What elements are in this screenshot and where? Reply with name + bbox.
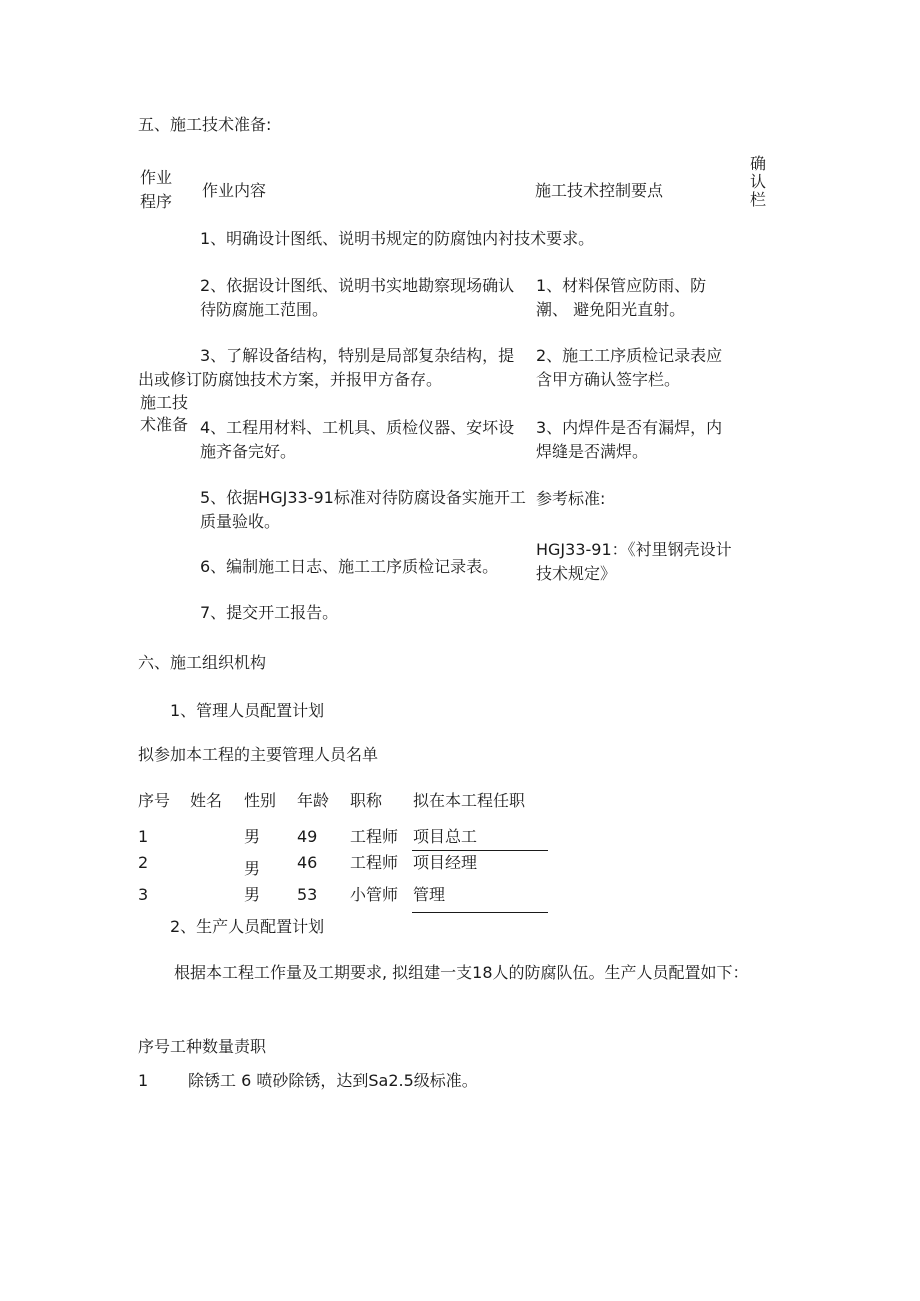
- step-3: 3、了解设备结构，特别是局部复杂结构，提出或修订防腐蚀技术方案，并报甲方备存。: [138, 346, 515, 389]
- table-row-age: 49: [297, 827, 318, 846]
- table-row-role: 项目经理: [413, 853, 478, 872]
- section-6-heading: 六、施工组织机构: [138, 653, 267, 672]
- header-confirm: 确认栏: [749, 154, 766, 209]
- header-control-points: 施工技术控制要点: [535, 181, 664, 200]
- role-underline: [412, 850, 548, 851]
- step-5: 5、依据HGJ33-91标准对待防腐设备实施开工质量验收。: [200, 488, 526, 531]
- table-row-gender: 男: [244, 827, 261, 846]
- col-role: 拟在本工程任职: [413, 791, 526, 810]
- sub-heading-production: 2、生产人员配置计划: [170, 917, 325, 936]
- col-age: 年龄: [297, 791, 330, 810]
- table-row-title: 工程师: [350, 827, 399, 846]
- table-row-no: 1: [138, 827, 149, 846]
- col-name: 姓名: [190, 791, 223, 810]
- list-title: 拟参加本工程的主要管理人员名单: [138, 745, 379, 764]
- table-row-gender: 男: [244, 859, 261, 878]
- reference-standard: HGJ33-91：《衬里钢壳设计技术规定》: [536, 540, 732, 583]
- step-4: 4、工程用材料、工机具、质检仪器、安坏设施齐备完好。: [200, 418, 515, 461]
- table-row-age: 53: [297, 885, 318, 904]
- header-procedure: 作业程序: [140, 168, 173, 211]
- step-6: 6、编制施工日志、施工工序质检记录表。: [200, 557, 499, 576]
- step-7: 7、提交开工报告。: [200, 603, 339, 622]
- control-point-2: 2、施工工序质检记录表应含甲方确认签字栏。: [536, 346, 723, 389]
- table-row-no: 3: [138, 885, 149, 904]
- production-paragraph: 根据本工程工作量及工期要求, 拟组建一支18人的防腐队伍。生产人员配置如下：: [174, 963, 749, 982]
- step-1: 1、明确设计图纸、说明书规定的防腐蚀内衬技术要求。: [200, 229, 595, 248]
- reference-label: 参考标准:: [536, 489, 606, 508]
- production-row-no: 1: [138, 1071, 149, 1090]
- control-point-3: 3、内焊件是否有漏焊，内焊缝是否满焊。: [536, 418, 723, 461]
- control-points-box: [532, 270, 742, 583]
- production-header: 序号工种数量责职: [138, 1037, 267, 1056]
- table-row-role: 项目总工: [413, 827, 478, 846]
- role-underline: [412, 912, 548, 913]
- col-gender: 性别: [244, 791, 277, 810]
- table-row-no: 2: [138, 853, 149, 872]
- production-row-text: 除锈工 6 喷砂除锈，达到Sa2.5级标准。: [188, 1071, 478, 1090]
- col-no: 序号: [138, 791, 171, 810]
- table-row-age: 46: [297, 853, 318, 872]
- procedure-name: 施工技术准备: [140, 393, 189, 434]
- header-content: 作业内容: [202, 181, 267, 200]
- table-row-role: 管理: [413, 885, 446, 904]
- sub-heading-management: 1、管理人员配置计划: [170, 701, 325, 720]
- table-row-gender: 男: [244, 885, 261, 904]
- col-title: 职称: [350, 791, 383, 810]
- step-2: 2、依据设计图纸、说明书实地勘察现场确认待防腐施工范围。: [200, 276, 515, 319]
- table-row-title: 小管师: [350, 885, 399, 904]
- section-5-heading: 五、施工技术准备:: [138, 115, 272, 134]
- table-row-title: 工程师: [350, 853, 399, 872]
- control-point-1: 1、材料保管应防雨、防潮、 避免阳光直射。: [536, 276, 707, 319]
